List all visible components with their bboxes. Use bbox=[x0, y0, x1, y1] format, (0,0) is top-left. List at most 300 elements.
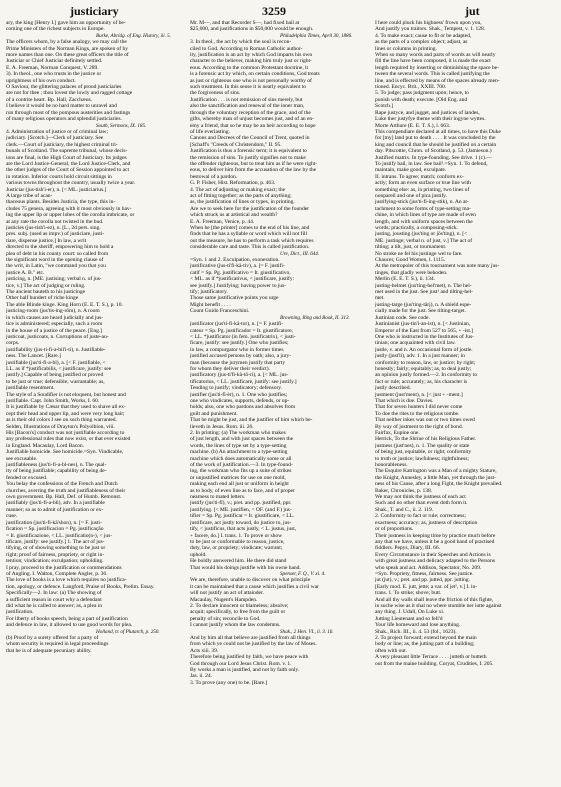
text-line: ions are final, is the High Court of Justiciary. Its judges bbox=[6, 154, 127, 161]
text-line: No stroke ne fel his justinge wel to fare. bbox=[375, 250, 463, 257]
text-line: I believe it would be no hard matter to unravel and bbox=[6, 103, 117, 110]
text-line: 2. Conformity to fact or rule; correctness; bbox=[375, 513, 466, 520]
text-line: Emperor of the East from 527 to 565, + -ist.] bbox=[375, 327, 473, 334]
text-line: justification. bbox=[6, 609, 34, 616]
text-line: churches, averring the truth and justifiableness of their bbox=[6, 487, 126, 494]
text-line: Such and no other than event doth form it. bbox=[375, 500, 468, 507]
text-line: justify.] Capable of being justified or proved bbox=[6, 372, 104, 379]
text-line: Justinian code. See code. bbox=[375, 314, 430, 321]
text-line: The officers whom, by a false analogy, we may call the bbox=[6, 39, 127, 46]
text-line: Tending to justify; vindicatory; defensory. bbox=[190, 385, 283, 392]
text-line: of Angling. I. Walton, Complete Angler, p. 36. bbox=[6, 570, 108, 577]
text-line: justicies (jus-tish'i-ez), n. [L., 2d pers. sing. bbox=[6, 225, 101, 231]
text-line: the forgiveness of sins. bbox=[190, 90, 241, 97]
text-line: more names than one. On these great officers the title of bbox=[6, 52, 129, 59]
text-line: honorableness. bbox=[375, 462, 408, 469]
text-line: fact or rule; accurately; as, his character is bbox=[375, 378, 468, 385]
text-line: Are we to seek here for the justification of the founder bbox=[190, 205, 309, 212]
text-line: And by him all that believe are justified from all things bbox=[190, 635, 311, 641]
text-line: or of proportions. bbox=[375, 526, 414, 533]
text-line: duty, law, or propriety; vindicate; warrant; bbox=[190, 545, 283, 552]
text-line: Prime Ministers of the Norman Kings, are spoken of by bbox=[6, 45, 128, 52]
text-line: chine, in which lines of type are made of even bbox=[375, 212, 476, 219]
text-line: Philadelphia Times, April 30, 1886. bbox=[280, 32, 353, 39]
text-line: The ancient bauteth to his justicinge bbox=[6, 289, 86, 296]
text-line: It is justifiable by Cæsar that they used to shave all ex- bbox=[6, 404, 126, 411]
text-line: Other half hundert of riche kinge bbox=[6, 295, 79, 302]
text-line: tilting; a tilt, just, or tournament. bbox=[375, 244, 447, 251]
text-line: justifying-stick (jus'ti-fi-ing-stik), n. An at- bbox=[375, 199, 469, 206]
text-line: justifiable (jus'ti-fi-a-bl), a. [< F. justifiable, < bbox=[6, 359, 106, 366]
text-line: You belay the confessions of the French and Dutch bbox=[6, 481, 118, 488]
text-line: Count Guido Franceschini. bbox=[190, 308, 250, 315]
text-line: justing-helmet (jus'ting-hel'met), n. The hel- bbox=[375, 282, 472, 289]
text-line: 3. In theol., the act by which the soul is recon- bbox=[190, 39, 292, 46]
text-line: By works a man is justified, and not by faith only. bbox=[190, 667, 300, 674]
text-line: acquit; specifically, to free from the guilt or bbox=[190, 609, 286, 616]
text-line: LL. as if *justificabilis, < justificare, justify: see bbox=[6, 365, 112, 372]
text-line: + facere, do.] I. trans. 1. To prove or show bbox=[190, 532, 283, 539]
text-line: When so many words and parts of words as will nearly bbox=[375, 52, 496, 59]
text-line: justness (just'nes), n. 1. The quality or state bbox=[375, 442, 470, 449]
text-line: II. intrans. To agree; match; conform ex- bbox=[375, 173, 464, 180]
text-line: of life everlasting. bbox=[190, 128, 230, 135]
text-line: who speak and act. Addison, Spectator, No. 209. bbox=[375, 564, 482, 571]
text-line: of the work of justification.—3. In type-found- bbox=[190, 462, 293, 469]
text-line: at any rate the corolla not twisted in the bud. bbox=[6, 218, 104, 225]
text-line: machine. (b) An attachment to a type-setting bbox=[190, 449, 288, 456]
text-line: ing the upper lip or upper lobes of the corolla imbricate, or bbox=[6, 212, 135, 219]
text-line: Those same justificative points you urge bbox=[190, 295, 279, 302]
text-line: for whom they deliver their verdict). bbox=[190, 365, 270, 372]
column-right bbox=[190, 20, 368, 780]
text-line: = It. giustificazione, < LL. justificatio(n-), < jus- bbox=[6, 532, 113, 539]
text-line: out the measure, he has to perform a task which requires bbox=[190, 237, 314, 244]
text-line: see justify.] Justifying; having power to jus- bbox=[190, 282, 286, 289]
text-line: tion, apology, or defence. Langford, Praise of Books, Prelim. Essay. bbox=[6, 583, 155, 590]
text-line: to be just or conformable to reason, justice, bbox=[190, 538, 285, 545]
text-line: 4. Administration of justice or of criminal law; bbox=[6, 128, 108, 135]
text-line: such treatment. In this sense it is nearly equivalent to bbox=[190, 84, 306, 91]
text-line: ME. justinge; verbal n. of just, v.] The act of bbox=[375, 237, 473, 244]
text-line: justifier (jus'ti-fī-ėr), n. 1. One who justifies; bbox=[190, 391, 288, 398]
text-line: in law, a compurgator who in former times bbox=[190, 346, 284, 353]
text-line: [Schaff's "Creeds of Christendom," II. 95. bbox=[190, 141, 282, 148]
text-line: =Syn. 1 and 2. Exculpation, exoneration. bbox=[190, 257, 280, 264]
text-line: justifiable resentment. bbox=[6, 385, 55, 392]
text-line: He boldly answered him. He there did stand bbox=[190, 558, 287, 565]
text-line: bunals of Scotland. The supreme tribunal, whose decis- bbox=[6, 148, 128, 155]
text-line: I pray, proceed to the justification or commendations bbox=[6, 564, 122, 571]
text-line: ary, the king [Henry I.] gave him an opportunity of be- bbox=[6, 20, 126, 26]
text-line: That he might be just, and the justifier of him which be- bbox=[190, 417, 313, 424]
text-line: bestowal of a pardon. bbox=[190, 173, 238, 180]
text-line: Shak., T. and C., ii. 2. 119. bbox=[375, 506, 434, 513]
text-line: Jas. ii. 24. bbox=[190, 673, 212, 680]
text-line: clerk.—Court of justiciary, the highest criminal tri- bbox=[6, 141, 118, 148]
text-line: Macaulay, Nugent's Hampden. bbox=[190, 596, 258, 603]
text-line: Canons and Decrees of the Council of Trent, quoted in bbox=[190, 135, 310, 142]
text-line: tify, < justificus, that acts justly, < L. justus, just, bbox=[190, 526, 297, 533]
text-line: guilt and punishment. bbox=[190, 410, 238, 417]
text-line: E. A. Freeman, Venice, p. 44. bbox=[190, 218, 255, 225]
text-line: ity of being justifiable; capability of being de- bbox=[6, 468, 107, 475]
text-line: A large tribe of acan- bbox=[6, 192, 53, 199]
text-line: any that we have, unless it be a good band of practised bbox=[375, 538, 495, 545]
text-line: justice A. B." etc. bbox=[6, 269, 45, 276]
text-line: Justinianist (jus-tin'i-an-ist), n. [< Justinian, bbox=[375, 321, 471, 328]
text-line: tificatorius, < LL. justificare, justify: see justify.] bbox=[190, 378, 297, 385]
text-line: emy a friend, that so he may be an heir according to hope bbox=[190, 122, 316, 129]
text-line: justified accused persons by oath; also, a jury- bbox=[190, 353, 292, 360]
text-line: Justification is thus a forensic term; it is equivalent to bbox=[190, 148, 307, 155]
text-line: Chaucer, Good Women, l. 1115. bbox=[375, 257, 446, 264]
text-line: And justify you traitors. Shak., Tempest, v. 1. 128. bbox=[375, 26, 486, 33]
text-line: punish with death; execute. [Old Eng. and bbox=[375, 96, 468, 103]
text-line: At the metropoler of this tournament was note many jus- bbox=[375, 263, 500, 270]
text-line: (b) Proof by a surety offered for a party of bbox=[6, 635, 99, 641]
text-line: lieveth in Jesus. Rom. iii. 26. bbox=[190, 423, 254, 430]
text-line: in which causes are heard judicially and jus- bbox=[6, 314, 104, 321]
text-line: lines or columns in printing. bbox=[375, 45, 437, 52]
text-line: tifier = Sp. Pg. justificar = It. giustificare, < LL. bbox=[190, 513, 295, 520]
text-line: run through most of the pompous austerities and fastings bbox=[6, 109, 131, 116]
text-line: cludes 75 genera, agreeing with it most obviously in hav- bbox=[6, 205, 132, 212]
text-line: maintain, make good, exculpate. bbox=[375, 167, 447, 174]
text-line: for [my] land put to death . . . . It was concluded by the bbox=[375, 135, 496, 142]
text-line: that he is of adequate pecuniary ability. bbox=[6, 647, 92, 654]
text-line: tificare, justify: see justify.] 1. The act of jus- bbox=[6, 538, 105, 545]
text-line: fication = Sp. justificacion = Pg. justificação bbox=[6, 526, 104, 533]
text-line: Their justness in keeping time by practice much before bbox=[375, 532, 496, 539]
text-line: Fairfax, Eupine one. bbox=[375, 430, 420, 436]
text-line: tiare, dispense justice.] In law, a writ bbox=[6, 237, 87, 244]
text-line: king and council that he should be justified on a certain bbox=[375, 141, 497, 148]
text-line: also the sanctification and renewal of the inner man, bbox=[190, 103, 305, 110]
text-line: in rotation. Inferior courts hold circuit sittings in bbox=[6, 173, 112, 180]
text-line: justing-targe (jus'ting-tärj), n. A shield espe- bbox=[375, 301, 472, 308]
text-line: are not for thee ; thou lovest the lowly and ragged cottage bbox=[6, 90, 133, 97]
text-line: an opinion justly formed.—2. In conformity to bbox=[375, 372, 478, 379]
text-line: cept their head and upper lip, and were very long hair; bbox=[6, 410, 125, 417]
text-line: tioned. Encyc. Brit., XXIII. 700. bbox=[375, 84, 447, 91]
text-line: fended or excused. bbox=[6, 474, 48, 481]
text-line: justicing-room (jus'tis-ing-röm), n. A room bbox=[6, 308, 100, 315]
text-line: finds that he has a syllable or word which will not fill bbox=[190, 231, 307, 238]
text-line: The Esquire Katrington was a Man of a mighty Stature, bbox=[375, 468, 497, 475]
text-line: $25,000, and justifications in $50,000 would be enough. bbox=[190, 26, 314, 33]
text-line: Ure, Dict., III. 644. bbox=[280, 250, 320, 257]
text-line: in England. Macaulay, Lord Bacon. bbox=[6, 442, 84, 449]
text-line: own government. Bp. Hall, Def. of Humb. Remonst. bbox=[6, 494, 122, 501]
text-line: justicoat, justicoats, n. Corruptions of juste-au- bbox=[6, 333, 109, 340]
text-line: of many religious operators and splendid justiciaries. bbox=[6, 116, 122, 123]
text-line: exactness; accuracy; as, justness of description bbox=[375, 519, 478, 526]
text-line: tinges, that gladly were behoden. bbox=[375, 269, 448, 276]
text-line: Baker, Chronicles, p. 138. bbox=[375, 487, 433, 494]
text-line: Might benefit . . . . bbox=[190, 301, 231, 308]
text-line: The style of a Soudifier is not eloquent, but honest and bbox=[6, 391, 126, 398]
text-line: as is their old colors I see on such thing warranted. bbox=[6, 417, 117, 424]
text-line: justificator (jus'ti-fi-kā-tor), n. [= F. justifi- bbox=[190, 321, 284, 328]
text-line: as, the justification of lines or types, in printing. bbox=[190, 199, 295, 206]
text-line: honestly; fairly; equitably; as, to deal justly; bbox=[375, 365, 472, 372]
text-line: Browning, Ring and Book, II. 313. bbox=[280, 314, 350, 321]
text-line: considerable care and taste. This is called justification. bbox=[190, 244, 310, 251]
text-line: uprightness of his own conduct. bbox=[6, 77, 76, 84]
text-line: That would his doings justifie with his owne hand. bbox=[190, 564, 301, 571]
text-line: nonpareil and one of pica justify. bbox=[375, 192, 447, 199]
text-line: We may not think the justness of each act bbox=[375, 494, 466, 501]
text-line: justifiable. Capt. John Smith, Works, I. 60. bbox=[6, 397, 100, 404]
text-line: length required by inserting or diminishing the space be- bbox=[375, 64, 499, 71]
text-line: Justiciar or Chief Justiciar definitely settled. bbox=[6, 58, 103, 65]
text-line: 2. In printing: (a) The workman who makes bbox=[190, 430, 286, 436]
text-line: in the house of a justice of the peace. [Eng.] bbox=[6, 327, 103, 334]
text-line: tinian; one acquainted with civil law. bbox=[375, 340, 456, 347]
text-line: the Knight, Annesley, a little Man, yet through the just- bbox=[375, 474, 496, 481]
text-line: Herrick, To the Shrine of his Religious Father. bbox=[375, 436, 477, 443]
text-line: tween the several words. This is called justifying the bbox=[375, 71, 490, 78]
text-line: gifts, whereby man of unjust becomes just, and of an en- bbox=[190, 116, 314, 123]
text-line: judiciary. [Scotch.]—Clerk of justiciary. See bbox=[6, 135, 104, 142]
header-guide-word-left: justiciary bbox=[70, 4, 119, 18]
text-line: words; practically, a composing-stick. bbox=[375, 225, 459, 231]
text-line: Scotch.] bbox=[375, 103, 394, 110]
column-left bbox=[6, 20, 184, 780]
text-line: tifying, or of showing something to be just or bbox=[6, 545, 106, 552]
text-line: machine which does automatically some or all bbox=[190, 455, 292, 462]
text-line: met. bbox=[375, 295, 385, 302]
text-line: to truth or justice; lawfulness; rightfulness; bbox=[375, 455, 469, 462]
text-line: pres. subj. (used as impv.) of justiciare, justi- bbox=[6, 231, 105, 238]
text-line: 2. To declare innocent or blameless; absolve; bbox=[190, 602, 289, 609]
text-line: holds; also, one who pardons and absolves from bbox=[190, 404, 296, 411]
text-line: ness. The Lancet. [Rare.] bbox=[6, 353, 61, 360]
text-line: fiddlers. Pepys, Diary, III. 66. bbox=[375, 545, 440, 552]
text-line: Justified matrix. In type-founding. See drive. 1 (c).— bbox=[375, 154, 492, 161]
text-line: line, and is effected by means of the spaces already men- bbox=[375, 77, 500, 84]
text-line: To justify bail, in law. See bail¹.=Syn. 1. To defend, bbox=[375, 160, 488, 167]
text-line: justle, v. and n. An occasional form of jostle. bbox=[375, 346, 473, 353]
text-line: ness of his Cause, after a long Fight, the Knight prevailed. bbox=[375, 481, 503, 488]
text-line: Justiciar (jus-tish'i-er), n. [< ML. justiciarius.] bbox=[6, 186, 107, 193]
text-line: [Early mod. E. jutt, jette; a var. of jet¹, v.] I. in- bbox=[375, 583, 478, 590]
text-line: A very pleasant little Terrace . . . . jutteth or butteth bbox=[375, 654, 487, 661]
text-line: right; proof of fairness, propriety, or right in- bbox=[6, 551, 105, 558]
text-line: 4. To make exact; cause to fit or be adapted, bbox=[375, 32, 472, 39]
text-line: Every Circumstance in their Speeches and Actions is bbox=[375, 551, 491, 558]
text-line: of being just, equitable, or right; conformity bbox=[375, 449, 472, 456]
text-line: in suche wise as it shal no where stumble ner iutte against bbox=[375, 602, 502, 609]
text-line: manner; so as to admit of justification or ex- bbox=[6, 506, 104, 513]
text-line: justment (just'ment), n. [< just + -ment.] bbox=[375, 391, 463, 398]
text-line: thaceous plants. Besides Justicia, the type, this in- bbox=[6, 199, 116, 206]
text-line: the offender righteous, but to treat him as if he were right- bbox=[190, 160, 318, 167]
text-line: Selden, Illustrations of Drayton's Polyolbion, viii. bbox=[6, 423, 115, 430]
text-line: the significant word in the opening clause of bbox=[6, 257, 104, 264]
text-line: ficare, justify: see justify.] One who justifies; bbox=[190, 340, 289, 347]
text-line: through the voluntary reception of the grace, and of the bbox=[190, 109, 311, 116]
text-line: with great justness and delicacy adapted to the Persons bbox=[375, 558, 495, 565]
text-line: actly; form an even surface or true line with bbox=[375, 180, 471, 187]
text-line: The love of books is a love which requires no justifica- bbox=[6, 577, 127, 584]
text-line: 3). In theol., one who trusts in the justice or bbox=[6, 71, 102, 78]
text-line: That neither inkes was out or two times owed bbox=[375, 417, 475, 424]
text-line: 5. To judge; pass judgment upon; hence, to bbox=[375, 90, 469, 97]
text-line: We are, therefore, unable to discover on what principle bbox=[190, 577, 311, 584]
text-line: Therefore being justified by faith, we have peace with bbox=[190, 654, 309, 661]
text-line: one who vindicates, supports, defends, or up- bbox=[190, 397, 290, 404]
text-line: justifiability (jus-ti-fi-a-bil'i-ti), n. Justifiable- bbox=[6, 346, 106, 353]
text-line: making each end all just or uniform in height bbox=[190, 481, 289, 488]
text-line: are the Lord Justice-General, the Lord Justice-Clerk, and bbox=[6, 160, 131, 167]
text-line: man (because the jurymen justify that party bbox=[190, 359, 286, 366]
text-line: corps. bbox=[6, 340, 20, 347]
text-line: Spenser, F. Q., V. xi. 4. bbox=[280, 570, 326, 577]
text-line: To doe the rites to the religious tombe. bbox=[375, 410, 460, 417]
text-line: justify (jus'ti-fī), v.; pret. and pp. justified, ppr. bbox=[190, 500, 292, 507]
text-line: body or line; as, the jutting part of a building; bbox=[375, 641, 475, 648]
text-line: any thing. J. Udall, On Luke xi. bbox=[375, 609, 445, 616]
text-line: the other judges of the Court of Session appointed to act bbox=[6, 167, 129, 174]
text-line: Shak., 2 Hen. VI., ii. 3. 16. bbox=[280, 628, 334, 635]
text-line: E. A. Freeman, Norman Conquest, V. 289. bbox=[6, 64, 99, 71]
text-line: When he [the printer] comes to the end of his line, and bbox=[190, 225, 310, 231]
text-line: I cannot justify whom the law condemns. bbox=[190, 622, 281, 629]
text-line: ing, the workman who fits up a suite of strikes bbox=[190, 468, 292, 475]
text-line: justification (jus'ti-fi-kā'shon), n. [= F. justi- bbox=[6, 519, 102, 526]
text-line: justifiably (jus'ti-fi-a-bli), adv. In a justifiable bbox=[6, 500, 105, 507]
text-line: Merlin (E. E. T. S.), ii. 134. bbox=[375, 276, 435, 283]
text-line: justly described. bbox=[375, 385, 411, 392]
text-line: eous. According to the common Protestant doctrine, it bbox=[190, 64, 309, 71]
text-line: And all thy walls shall leave the friction of this fighte, bbox=[375, 596, 494, 603]
text-line: The able Blinde kinge. King Horn (E. E. T. S.), p. 10. bbox=[6, 301, 123, 308]
text-line: justing, jousting (jus'ting or jös'ting), n. [< bbox=[375, 231, 468, 238]
header-guide-word-right: jut bbox=[465, 4, 480, 18]
text-line: cuse. bbox=[6, 513, 18, 520]
text-line: from which ye could not be justified by the law of Moses. bbox=[190, 641, 317, 648]
text-line: or unjustified matrices for use on one mold, bbox=[190, 474, 286, 481]
text-line: justifying. [< ME. justifien, < OF. (and F.) jus- bbox=[190, 506, 292, 513]
text-line: plea of debt in his county court: so called from bbox=[6, 250, 109, 257]
text-line: the remission of sins. To justify signifies not to make bbox=[190, 154, 306, 161]
text-line: justifiableness (jus'ti-fi-a-bl-nes), n. The qual- bbox=[6, 462, 107, 469]
text-line: tify; justificatory. bbox=[190, 289, 228, 296]
text-line: < LL. *justificator (in fem. justificatrix), < justi- bbox=[190, 333, 296, 340]
text-line: Burke, Abridg. of Eng. History, iii. 5. bbox=[96, 32, 171, 39]
text-line: day. Pitscottie, Chron. of Scotland, p. 53. (Jamieson.) bbox=[375, 148, 492, 155]
text-line: did what he is called to answer; as, a plea in bbox=[6, 602, 103, 609]
text-line: tice is administered; especially, such a room bbox=[6, 321, 103, 328]
text-line: Your life homeward and lose anything. bbox=[375, 622, 461, 629]
text-line: His [Bacon's] conduct was not justifiable according to bbox=[6, 430, 125, 436]
column-third bbox=[375, 20, 557, 780]
text-line: For liberty of books speech, being a part of justification bbox=[6, 615, 128, 622]
text-line: words, the lines of type set by a type-setting bbox=[190, 442, 287, 449]
text-line: penalty of sin; reconcile to God. bbox=[190, 615, 261, 622]
text-line: eous, to deliver him from the accusation of the law by the bbox=[190, 167, 317, 174]
text-line: Acts xiii. 39. bbox=[190, 647, 219, 654]
text-line: see excusable. bbox=[6, 455, 38, 462]
text-line: =Syn. Propriety, fitness, fairness. See justice. bbox=[375, 570, 474, 577]
text-line: trans. 1. To strike; shove; butt. bbox=[375, 590, 442, 597]
text-line: God through our Lord Jesus Christ. Rom. v. 1. bbox=[190, 660, 292, 667]
text-line: That which is due. Davies. bbox=[375, 397, 434, 404]
text-line: tention; vindication; exculpation; upholding. bbox=[6, 558, 104, 565]
text-line: 3. To prove (any one) to be. [Rare.] bbox=[190, 679, 268, 686]
text-line: 4. The act of adjusting or making exact; the bbox=[190, 186, 286, 193]
text-line: Specifically—2. In law: (a) The showing of bbox=[6, 590, 102, 597]
text-line: ity, justification is an act by which God imparts his own bbox=[190, 52, 313, 59]
text-line: O Saviour, the glittering palaces of proud justiciaries bbox=[6, 84, 122, 91]
text-line: act of fitting together; as the parts of anything; bbox=[190, 192, 292, 199]
text-line: various towns throughout the country, usually twice a year. bbox=[6, 180, 136, 187]
text-line: Luke ther justyfye theme with their ingyne wyttes. bbox=[375, 116, 486, 123]
text-line: Rape justyce, and jugget, and justices of landes, bbox=[375, 109, 480, 116]
text-line: and defence in law, it allowed to use good words for plea. bbox=[6, 622, 133, 629]
text-line: a sufficient reason in court why a defendant bbox=[6, 596, 102, 603]
text-line: of just length, and with just spaces between the bbox=[190, 436, 294, 443]
text-line: conformity to reason, law, or justice; by right; bbox=[375, 359, 476, 366]
text-line: I here could pluck his highness' frown upon you, bbox=[375, 20, 482, 26]
text-line: justly (just'li), adv. 1. In a just manner; in bbox=[375, 353, 465, 360]
text-line: Morte Arthure (E. E. T. S.), l. 663. bbox=[375, 122, 451, 129]
text-line: the writ, in Latin, "we command you that you bbox=[6, 263, 106, 270]
text-line: something else: as, in printing, two lines of bbox=[375, 186, 470, 193]
text-line: G. P. Fisher, Hist. Reformation, p. 463. bbox=[190, 180, 276, 187]
text-line: uphold. bbox=[190, 551, 207, 558]
text-line: met used in the just. See just¹ and tilting-hel- bbox=[375, 289, 473, 296]
text-line: South, Sermons, IX. 185. bbox=[96, 122, 147, 129]
text-line: Jutting Lieutenant and so fell'd bbox=[375, 615, 443, 622]
text-line: to be just or true; defensible; warrantable; as, bbox=[6, 378, 105, 385]
text-line: which struck us at artistical and wealth? bbox=[190, 212, 278, 219]
text-line: Shak., Rich. III., ii. 4. 53 (fol., 1623). bbox=[375, 628, 457, 635]
text-line: That for seven hunters I did never come bbox=[375, 404, 463, 411]
text-line: nearness to mated letters. bbox=[190, 494, 246, 501]
text-line: By way of justment to the right of bond. bbox=[375, 423, 463, 430]
text-line: justificative (jus-ti'fi-kā-tiv), a. [= F. justifi- bbox=[190, 263, 285, 270]
text-line: Justification . . . is not remission of sins merely, but bbox=[190, 96, 303, 103]
text-line: often with out. bbox=[375, 647, 408, 654]
text-line: will not justify an act of attainder. bbox=[190, 590, 264, 597]
text-line: of a contrite heart. Bp. Hall, Zacchæus. bbox=[6, 96, 92, 103]
text-line: justificare, act justly toward, do justice to, jus- bbox=[190, 519, 292, 526]
text-line: cially made for the just. See tilting-target. bbox=[375, 308, 466, 315]
text-line: One who is instructed in the Institutes of Jus- bbox=[375, 333, 474, 340]
text-line: fill the line have been composed, it is made the exact bbox=[375, 58, 491, 65]
text-line: directed to the sheriff, empowering him to hold a bbox=[6, 244, 114, 251]
text-line: Justifiable homicide. See homicide.=Syn. Vindicable, bbox=[6, 449, 124, 456]
text-line: < ML. as if *justificativus, < justificare, justify: bbox=[190, 276, 295, 283]
text-line: out from the maine building. Coryat, Crudities, I. 205. bbox=[375, 660, 494, 667]
text-line: as just or righteous one who is not personally worthy of bbox=[190, 77, 312, 84]
text-line: is a forensic act by which, on certain conditions, God treats bbox=[190, 71, 320, 78]
text-line: it can be maintained that a cause which justifies a civil war bbox=[190, 583, 319, 590]
text-line: cateur = Sp. Pg. justificador = It. giustificatore, bbox=[190, 327, 294, 334]
text-line: whom security is required in legal proceedings bbox=[6, 641, 109, 648]
text-line: justicing, n. [ME. justising; verbal n. of jus- bbox=[6, 276, 102, 283]
text-line: jut (jut), v.; pret. and pp. jutted, ppr. jutting. bbox=[375, 577, 470, 584]
text-line: catif = Sp. Pg. justificativo = It. giustificativo, bbox=[190, 269, 291, 276]
text-line: tachment to some forms of type-setting ma- bbox=[375, 205, 471, 212]
text-line: tice, v.] The act of judging or ruling. bbox=[6, 282, 86, 289]
text-line: length, and with uniform spaces between the bbox=[375, 218, 473, 225]
text-line: 2. To project forward; extend beyond the main bbox=[375, 635, 477, 641]
text-line: any professional rules that now exist, or that ever existed bbox=[6, 436, 131, 443]
